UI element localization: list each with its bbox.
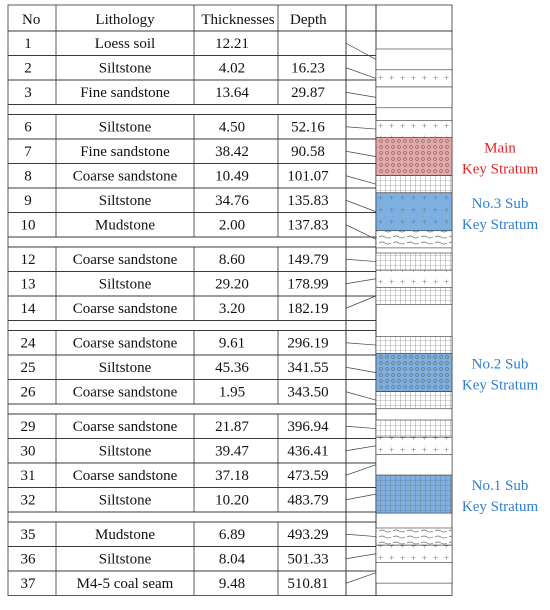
cell-no: 37 <box>20 576 36 592</box>
cell-depth: 341.55 <box>287 360 329 376</box>
cell-lithology: Coarse sandstone <box>72 419 178 435</box>
cell-lithology: M4-5 coal seam <box>76 576 174 592</box>
cell-no: 3 <box>24 85 32 101</box>
cell-lithology: Siltstone <box>98 360 152 376</box>
cell-lithology: Siltstone <box>98 443 152 460</box>
cell-depth: 436.41 <box>287 443 329 460</box>
cell-no: 26 <box>20 384 36 401</box>
stratum-layer <box>376 454 452 475</box>
cell-thickness: 1.95 <box>218 384 246 401</box>
cell-no: 12 <box>20 252 36 268</box>
cell-lithology: Mudstone <box>95 217 155 234</box>
leader-lines <box>346 43 376 583</box>
header-thickness: Thicknesses <box>201 12 275 28</box>
leader-line <box>346 446 376 451</box>
cell-depth: 135.83 <box>287 193 329 209</box>
stratum-layer <box>376 270 452 287</box>
cell-no: 6 <box>24 119 32 136</box>
key-stratum-label-sub1 <box>462 478 539 515</box>
cell-lithology: Siltstone <box>98 60 152 77</box>
key-stratum-label-line: No.2 Sub <box>471 356 529 373</box>
cell-lithology: Siltstone <box>98 276 152 293</box>
cell-thickness: 8.60 <box>218 252 246 268</box>
leader-line <box>346 151 376 156</box>
cell-lithology: Coarse sandstone <box>72 168 178 185</box>
cell-no: 1 <box>24 36 32 52</box>
cell-depth: 149.79 <box>287 252 329 268</box>
cell-lithology: Fine sandstone <box>80 144 170 160</box>
leader-line <box>346 92 376 97</box>
cell-depth: 296.19 <box>287 335 329 352</box>
table-row <box>21 385 329 401</box>
cell-depth: 90.58 <box>291 144 325 160</box>
cell-no: 31 <box>20 468 36 484</box>
leader-line <box>346 392 376 400</box>
key-stratum-label-line: Key Stratum <box>461 161 539 178</box>
cell-thickness: 4.02 <box>218 60 246 77</box>
leader-line <box>346 534 376 536</box>
table-row <box>21 468 329 484</box>
stratum-layer <box>376 253 452 270</box>
cell-thickness: 45.36 <box>215 360 249 376</box>
cell-lithology: Coarse sandstone <box>72 335 178 352</box>
stratum-layer <box>376 420 452 437</box>
key-stratum-label-sub3 <box>462 196 539 233</box>
table-row <box>24 169 329 185</box>
key-stratum-label-main <box>462 141 539 178</box>
cell-thickness: 37.18 <box>215 468 249 484</box>
cell-thickness: 39.47 <box>215 443 249 460</box>
cell-thickness: 12.21 <box>215 36 249 52</box>
key-stratum-label-line: No.3 Sub <box>471 195 529 212</box>
table-row <box>24 85 325 101</box>
table-row <box>24 36 249 52</box>
key-stratum-label-line: No.1 Sub <box>471 478 529 495</box>
cell-no: 14 <box>20 301 36 317</box>
cell-depth: 182.19 <box>287 301 329 317</box>
cell-no: 30 <box>20 443 36 460</box>
cell-thickness: 9.61 <box>218 335 246 352</box>
table-row <box>24 144 325 160</box>
cell-no: 13 <box>20 276 36 293</box>
leader-line <box>346 573 376 584</box>
stratum-layer <box>376 193 452 231</box>
cell-depth: 178.99 <box>287 276 329 293</box>
stratum-layer <box>376 176 452 193</box>
stratum-layer <box>376 87 452 108</box>
key-stratum-label-line: Main <box>484 140 516 157</box>
cell-no: 35 <box>20 527 36 543</box>
table-row <box>21 493 329 509</box>
cell-thickness: 13.64 <box>215 85 249 101</box>
table-row <box>21 552 329 568</box>
key-stratum-label-sub2 <box>462 357 539 394</box>
leader-line <box>346 68 376 79</box>
stratum-layer <box>376 231 452 248</box>
leader-line <box>346 200 376 212</box>
cell-no: 2 <box>24 60 32 77</box>
cell-thickness: 4.50 <box>218 119 246 136</box>
cell-lithology: Fine sandstone <box>80 85 170 101</box>
cell-no: 9 <box>24 193 32 209</box>
leader-line <box>346 127 376 129</box>
cell-no: 36 <box>20 551 36 568</box>
stratum-layer <box>376 138 452 176</box>
cell-lithology: Loess soil <box>94 36 156 52</box>
table-row <box>21 576 329 592</box>
cell-lithology: Siltstone <box>98 551 152 568</box>
leader-line <box>346 343 376 345</box>
cell-no: 29 <box>20 419 36 435</box>
table-row <box>21 527 329 543</box>
table-row <box>21 277 329 293</box>
cell-depth: 510.81 <box>287 576 329 592</box>
cell-no: 7 <box>24 144 32 160</box>
header-no: No <box>22 12 41 28</box>
stratum-layer <box>376 475 452 513</box>
stratum-layer <box>376 354 452 392</box>
cell-no: 24 <box>20 335 36 352</box>
cell-depth: 473.59 <box>287 468 329 484</box>
cell-thickness: 10.49 <box>215 168 249 185</box>
leader-line <box>346 279 376 284</box>
cell-lithology: Siltstone <box>98 492 152 509</box>
stratum-layer <box>376 121 452 138</box>
stratum-layer <box>376 337 452 354</box>
cell-lithology: Siltstone <box>98 119 152 136</box>
cell-lithology: Mudstone <box>95 527 155 543</box>
cell-thickness: 34.76 <box>215 193 249 209</box>
stratum-layer <box>376 287 452 304</box>
leader-line <box>346 43 376 59</box>
cell-depth: 16.23 <box>291 60 325 77</box>
table-row <box>21 252 329 268</box>
cell-lithology: Coarse sandstone <box>72 252 178 268</box>
header-lithology: Lithology <box>95 12 155 28</box>
cell-lithology: Coarse sandstone <box>72 384 178 401</box>
header-depth: Depth <box>290 12 327 28</box>
cell-depth: 501.33 <box>287 551 329 568</box>
table-row <box>21 218 329 234</box>
cell-thickness: 8.04 <box>218 551 246 568</box>
cell-no: 10 <box>20 217 36 234</box>
table-row <box>24 61 325 77</box>
cell-no: 25 <box>20 360 36 376</box>
cell-lithology: Coarse sandstone <box>72 468 178 484</box>
table-row <box>24 120 325 136</box>
stratum-layer <box>376 545 452 562</box>
cell-depth: 52.16 <box>291 119 325 136</box>
cell-no: 8 <box>24 168 32 185</box>
leader-line <box>346 465 376 476</box>
leader-line <box>346 367 376 372</box>
key-stratum-label-line: Key Stratum <box>461 499 539 516</box>
table-row <box>21 360 329 376</box>
stratum-layer <box>376 528 452 545</box>
stratum-layer <box>376 562 452 583</box>
leader-line <box>346 176 376 184</box>
cell-thickness: 9.48 <box>218 576 246 592</box>
cell-depth: 483.79 <box>287 492 329 509</box>
key-stratum-label-line: Key Stratum <box>461 216 539 233</box>
cell-lithology: Coarse sandstone <box>72 301 178 317</box>
cell-depth: 101.07 <box>287 168 329 185</box>
cell-thickness: 29.20 <box>215 276 249 293</box>
key-stratum-labels <box>462 141 539 515</box>
stratum-layer <box>376 49 452 70</box>
cell-depth: 29.87 <box>291 85 325 101</box>
cell-depth: 137.83 <box>287 217 329 234</box>
stratum-layer <box>376 70 452 87</box>
cell-no: 32 <box>20 492 36 509</box>
cell-thickness: 38.42 <box>215 144 249 160</box>
cell-depth: 396.94 <box>287 419 329 435</box>
cell-depth: 343.50 <box>287 384 329 401</box>
strata-column <box>376 31 452 596</box>
table-row <box>21 419 330 435</box>
leader-line <box>346 426 376 428</box>
cell-thickness: 21.87 <box>215 419 249 435</box>
cell-lithology: Siltstone <box>98 193 152 209</box>
cell-thickness: 10.20 <box>215 492 249 509</box>
table-row <box>21 444 329 460</box>
leader-line <box>346 494 376 500</box>
leader-line <box>346 554 376 559</box>
stratum-layer <box>376 392 452 409</box>
table-row <box>24 193 328 209</box>
cell-thickness: 6.89 <box>218 527 246 543</box>
cell-thickness: 2.00 <box>218 217 246 234</box>
stratum-layer <box>376 437 452 454</box>
table-row <box>21 336 329 352</box>
table-row <box>21 301 329 317</box>
cell-depth: 493.29 <box>287 527 329 543</box>
key-stratum-label-line: Key Stratum <box>461 377 539 394</box>
leader-line <box>346 296 376 308</box>
cell-thickness: 3.20 <box>218 301 246 317</box>
leader-line <box>346 259 376 261</box>
